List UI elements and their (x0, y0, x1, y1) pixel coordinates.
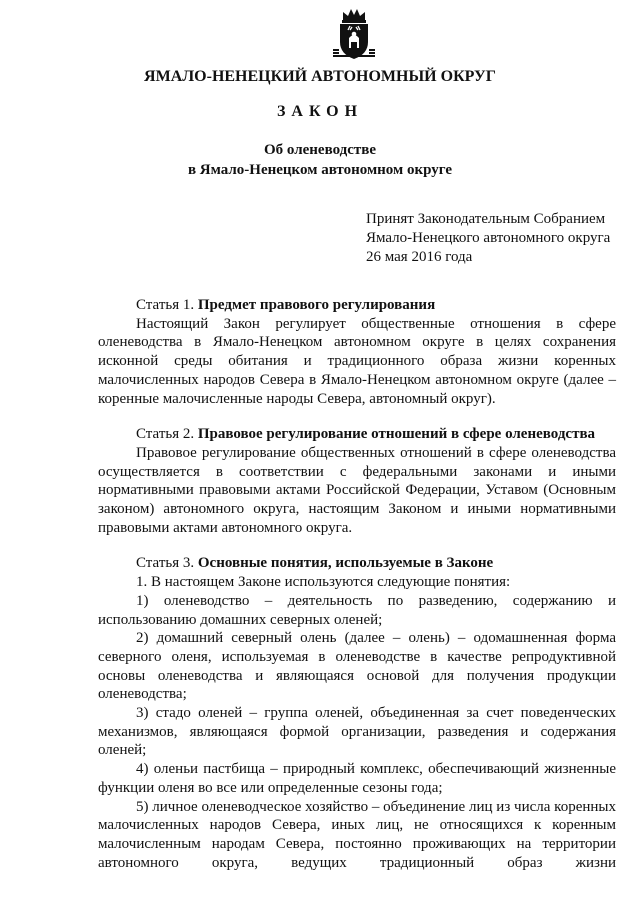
article-number: Статья 3. (136, 555, 195, 572)
article-heading (98, 296, 616, 315)
article-number: Статья 1. (136, 297, 195, 313)
adoption-line-1: Принят Законодательным Собранием (366, 211, 606, 227)
article-3 (98, 554, 616, 872)
adoption-date: 26 мая 2016 года (366, 249, 473, 265)
article-heading (98, 554, 616, 573)
definition-item: 2) домашний северный олень (далее – олень) – одомашненная форма северного оленя, используемая в оленеводстве в качестве репродуктивной основы оленеводства и являющаяся основой для получения продукции оленеводства; (98, 630, 616, 703)
definition-item: 3) стадо оленей – группа оленей, объединенная за счет поведенческих механизмов, являющаяся формой организации, разведения и содержания оленей; (98, 705, 616, 759)
article-title: Предмет правового регулирования (197, 297, 436, 313)
coat-of-arms-icon (329, 6, 379, 62)
article-title: Правовое регулирование отношений в сфере оленеводства (197, 426, 596, 443)
article-number: Статья 2. (136, 426, 195, 443)
paragraph: 1. В настоящем Законе используются следующие понятия: (136, 574, 511, 591)
adoption-note (366, 210, 636, 267)
definition-item: 4) оленьи пастбища – природный комплекс, обеспечивающий жизненные функции оленя во все или определенные сезоны года; (98, 761, 616, 796)
paragraph: Правовое регулирование общественных отношений в сфере оленеводства осуществляется в соответствии с федеральными законами и иными нормативными правовыми актами Российской Федерации, Уставом (Основным законом) автономного округа, настоящим Законом и иными нормативными правовыми актами автономного округа. (98, 444, 616, 536)
law-title-line-2: в Ямало-Ненецком автономном округе (187, 162, 453, 178)
definition-item: 1) оленеводство – деятельность по разведению, содержанию и использованию домашних северных оленей; (98, 592, 616, 628)
paragraph: Настоящий Закон регулирует общественные отношения в сфере оленеводства в Ямало-Ненецком автономном округе в целях сохранения исконной среды обитания и традиционного образа жизни коренных малочисленных народов Севера в Ямало-Ненецком автономном округе (далее – коренные малочисленные народы Севера, автономный округ). (98, 315, 616, 407)
document-type: ЗАКОН (276, 103, 364, 120)
law-body (98, 296, 616, 889)
law-title (0, 140, 640, 180)
article-1 (98, 296, 616, 408)
article-heading (98, 425, 616, 444)
region-heading: ЯМАЛО-НЕНЕЦКИЙ АВТОНОМНЫЙ ОКРУГ (144, 68, 496, 85)
law-title-line-1: Об оленеводстве (263, 142, 377, 158)
article-title: Основные понятия, используемые в Законе (197, 555, 494, 572)
definition-item: 5) личное оленеводческое хозяйство – объединение лиц из числа коренных малочисленных народов Севера, иных лиц, не относящихся к коренным малочисленным народам Севера, постоянно проживающих на территории автономного округа, ведущих традиционный образ жизни (98, 798, 616, 871)
adoption-line-2: Ямало-Ненецкого автономного округа (366, 230, 611, 246)
article-2 (98, 425, 616, 537)
